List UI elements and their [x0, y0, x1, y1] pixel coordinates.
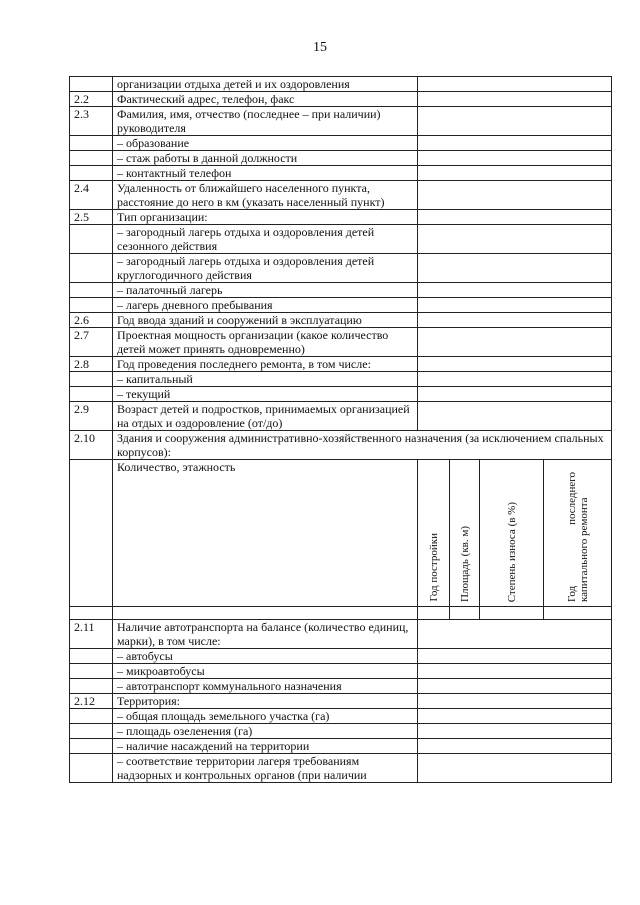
answer-cell — [418, 210, 612, 225]
table-row — [70, 607, 612, 620]
row-label: Год проведения последнего ремонта, в том числе: — [113, 357, 418, 372]
answer-cell — [418, 607, 450, 620]
row-label: – текущий — [113, 387, 418, 402]
column-header-text: Площадь (кв. м) — [458, 526, 471, 602]
answer-cell — [418, 664, 612, 679]
row-number — [70, 372, 113, 387]
table-row — [70, 679, 612, 694]
answer-cell — [418, 328, 612, 357]
row-number: 2.8 — [70, 357, 113, 372]
answer-cell — [418, 181, 612, 210]
row-number: 2.9 — [70, 402, 113, 431]
table-row — [70, 620, 612, 649]
table-row — [70, 210, 612, 225]
page-number: 15 — [313, 40, 327, 55]
row-label: Проектная мощность организации (какое количество детей может принять одновременно) — [113, 328, 418, 357]
table-row — [70, 754, 612, 783]
row-label: – микроавтобусы — [113, 664, 418, 679]
answer-cell — [418, 679, 612, 694]
table-row — [70, 151, 612, 166]
table-row — [70, 77, 612, 92]
row-number — [70, 724, 113, 739]
answer-cell — [418, 620, 612, 649]
table-row — [70, 694, 612, 709]
table-row — [70, 166, 612, 181]
table-row — [70, 387, 612, 402]
row-label: Территория: — [113, 694, 418, 709]
table-row — [70, 431, 612, 460]
row-number: 2.7 — [70, 328, 113, 357]
row-label: – стаж работы в данной должности — [113, 151, 418, 166]
row-number — [70, 254, 113, 283]
row-label — [113, 607, 418, 620]
table-row — [70, 136, 612, 151]
row-number — [70, 283, 113, 298]
row-label: Удаленность от ближайшего населенного пункта, расстояние до него в км (указать населенный пункт) — [113, 181, 418, 210]
answer-cell — [418, 387, 612, 402]
row-label: – автобусы — [113, 649, 418, 664]
table-row — [70, 298, 612, 313]
section-heading: Здания и сооружения административно-хозяйственного назначения (за исключением спальных корпусов): — [113, 431, 612, 460]
row-number: 2.3 — [70, 107, 113, 136]
row-label: – палаточный лагерь — [113, 283, 418, 298]
row-label: – образование — [113, 136, 418, 151]
table-row — [70, 649, 612, 664]
row-label: Фамилия, имя, отчество (последнее – при наличии) руководителя — [113, 107, 418, 136]
answer-cell — [418, 357, 612, 372]
row-number — [70, 77, 113, 92]
row-label: – загородный лагерь отдыха и оздоровления детей круглогодичного действия — [113, 254, 418, 283]
answer-cell — [418, 709, 612, 724]
row-label: – лагерь дневного пребывания — [113, 298, 418, 313]
answer-cell — [450, 607, 480, 620]
table-row — [70, 724, 612, 739]
row-number — [70, 754, 113, 783]
row-number: 2.10 — [70, 431, 113, 460]
row-number — [70, 166, 113, 181]
table-row — [70, 283, 612, 298]
table-row — [70, 107, 612, 136]
answer-cell — [418, 313, 612, 328]
row-label: – наличие насаждений на территории — [113, 739, 418, 754]
column-header-text: Год последнего капитального ремонта — [565, 472, 590, 602]
row-number — [70, 709, 113, 724]
answer-cell — [418, 151, 612, 166]
table-row — [70, 181, 612, 210]
table-row — [70, 225, 612, 254]
answer-cell — [418, 225, 612, 254]
answer-cell — [418, 694, 612, 709]
answer-cell — [418, 92, 612, 107]
answer-cell — [418, 166, 612, 181]
row-label: Тип организации: — [113, 210, 418, 225]
answer-cell — [418, 298, 612, 313]
row-label: – соответствие территории лагеря требованиям надзорных и контрольных органов (при наличии — [113, 754, 418, 783]
row-number — [70, 151, 113, 166]
row-number — [70, 387, 113, 402]
answer-cell — [418, 739, 612, 754]
row-label: – площадь озеленения (га) — [113, 724, 418, 739]
row-label-text: Количество, этажность — [117, 460, 236, 474]
table-row — [70, 664, 612, 679]
column-header-area — [450, 460, 480, 607]
row-label: Год ввода зданий и сооружений в эксплуатацию — [113, 313, 418, 328]
row-label: – общая площадь земельного участка (га) — [113, 709, 418, 724]
row-number — [70, 225, 113, 254]
answer-cell — [418, 754, 612, 783]
row-label: организации отдыха детей и их оздоровления — [113, 77, 418, 92]
row-number: 2.6 — [70, 313, 113, 328]
answer-cell — [418, 724, 612, 739]
row-number — [70, 607, 113, 620]
table-row — [70, 739, 612, 754]
row-number — [70, 298, 113, 313]
answer-cell — [418, 107, 612, 136]
row-number — [70, 679, 113, 694]
row-number — [70, 136, 113, 151]
answer-cell — [418, 402, 612, 431]
table-row — [70, 372, 612, 387]
table-row — [70, 402, 612, 431]
row-number — [70, 739, 113, 754]
column-header-text: Степень износа (в %) — [505, 501, 518, 602]
questionnaire-table — [69, 76, 612, 783]
row-number — [70, 664, 113, 679]
row-label: Возраст детей и подростков, принимаемых организацией на отдых и оздоровление (от/до) — [113, 402, 418, 431]
row-label: – автотранспорт коммунального назначения — [113, 679, 418, 694]
row-number: 2.2 — [70, 92, 113, 107]
row-label: – капитальный — [113, 372, 418, 387]
table-row — [70, 709, 612, 724]
row-number: 2.4 — [70, 181, 113, 210]
column-header-text: Год постройки — [427, 533, 440, 602]
row-label: – загородный лагерь отдыха и оздоровления детей сезонного действия — [113, 225, 418, 254]
table-row — [70, 254, 612, 283]
column-header-last-repair — [544, 460, 612, 607]
answer-cell — [418, 77, 612, 92]
row-label: Наличие автотранспорта на балансе (количество единиц, марки), в том числе: — [113, 620, 418, 649]
row-label: Фактический адрес, телефон, факс — [113, 92, 418, 107]
column-header-wear — [480, 460, 544, 607]
buildings-header-row — [70, 460, 612, 607]
row-number: 2.11 — [70, 620, 113, 649]
answer-cell — [418, 283, 612, 298]
answer-cell — [480, 607, 544, 620]
answer-cell — [418, 649, 612, 664]
column-header-year-built — [418, 460, 450, 607]
table-row — [70, 328, 612, 357]
answer-cell — [418, 136, 612, 151]
answer-cell — [544, 607, 612, 620]
row-number — [70, 460, 113, 607]
row-label: – контактный телефон — [113, 166, 418, 181]
answer-cell — [418, 372, 612, 387]
row-number: 2.12 — [70, 694, 113, 709]
table-row — [70, 357, 612, 372]
table-row — [70, 92, 612, 107]
row-number: 2.5 — [70, 210, 113, 225]
row-number — [70, 649, 113, 664]
table-row — [70, 313, 612, 328]
row-label — [113, 460, 418, 607]
answer-cell — [418, 254, 612, 283]
